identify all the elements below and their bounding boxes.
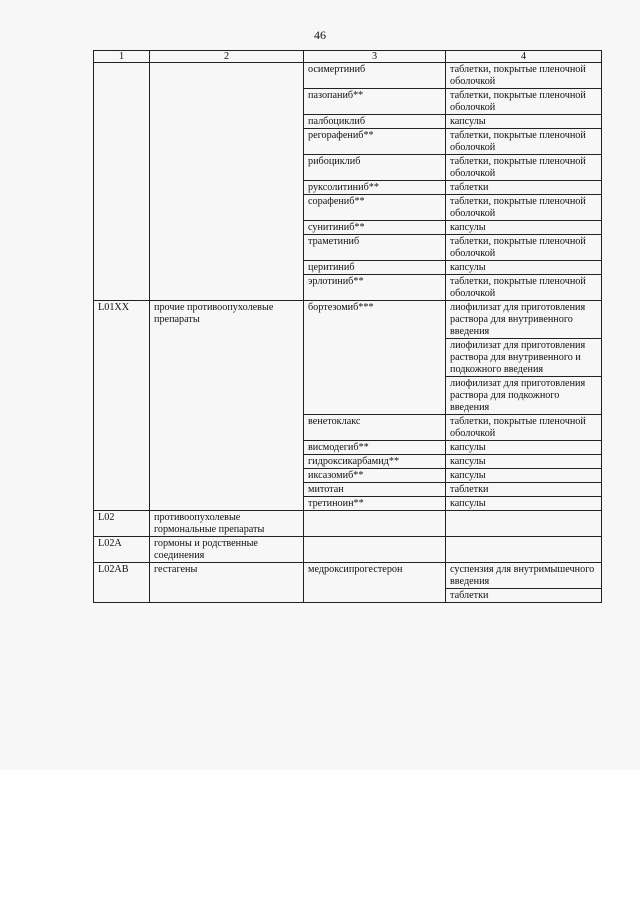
dosage-form: таблетки xyxy=(446,181,602,195)
drug-name xyxy=(304,537,446,563)
atc-code: L02AB xyxy=(94,563,150,603)
table-row xyxy=(94,301,602,339)
drug-name: палбоциклиб xyxy=(304,115,446,129)
dosage-form: таблетки, покрытые пленочной оболочкой xyxy=(446,415,602,441)
group-name: прочие противоопухолевые препараты xyxy=(150,301,304,511)
drug-name: эрлотиниб** xyxy=(304,275,446,301)
dosage-form: таблетки xyxy=(446,589,602,603)
drug-name: третиноин** xyxy=(304,497,446,511)
dosage-form: капсулы xyxy=(446,469,602,483)
drug-name: гидроксикарбамид** xyxy=(304,455,446,469)
drug-name: пазопаниб** xyxy=(304,89,446,115)
table-row xyxy=(94,511,602,537)
dosage-form: капсулы xyxy=(446,441,602,455)
drug-name: рибоциклиб xyxy=(304,155,446,181)
dosage-form: лиофилизат для приготовления раствора для внутривенного и подкожного введения xyxy=(446,339,602,377)
dosage-form: капсулы xyxy=(446,497,602,511)
dosage-form: таблетки, покрытые пленочной оболочкой xyxy=(446,195,602,221)
dosage-form: таблетки, покрытые пленочной оболочкой xyxy=(446,129,602,155)
table-row xyxy=(94,563,602,589)
drug-name: церитиниб xyxy=(304,261,446,275)
drug-table xyxy=(93,50,602,603)
group-name: гестагены xyxy=(150,563,304,603)
dosage-form: таблетки, покрытые пленочной оболочкой xyxy=(446,89,602,115)
page-number: 46 xyxy=(314,28,326,42)
dosage-form: таблетки xyxy=(446,483,602,497)
drug-name: траметиниб xyxy=(304,235,446,261)
dosage-form xyxy=(446,511,602,537)
dosage-form: таблетки, покрытые пленочной оболочкой xyxy=(446,235,602,261)
dosage-form: капсулы xyxy=(446,221,602,235)
dosage-form: капсулы xyxy=(446,455,602,469)
dosage-form: лиофилизат для приготовления раствора для внутривенного введения xyxy=(446,301,602,339)
group-name: гормоны и родственные соединения xyxy=(150,537,304,563)
code-cell xyxy=(94,63,150,301)
column-header-1: 1 xyxy=(94,51,150,63)
column-header-4: 4 xyxy=(446,51,602,63)
table-header-row xyxy=(94,51,602,63)
column-header-3: 3 xyxy=(304,51,446,63)
dosage-form xyxy=(446,537,602,563)
drug-name: регорафениб** xyxy=(304,129,446,155)
dosage-form: суспензия для внутримышечного введения xyxy=(446,563,602,589)
table-row xyxy=(94,63,602,89)
drug-name: медроксипрогестерон xyxy=(304,563,446,603)
drug-name: венетоклакс xyxy=(304,415,446,441)
drug-name: митотан xyxy=(304,483,446,497)
drug-name: сунитиниб** xyxy=(304,221,446,235)
drug-name: сорафениб** xyxy=(304,195,446,221)
drug-name xyxy=(304,511,446,537)
group-cell xyxy=(150,63,304,301)
drug-name: бортезомиб*** xyxy=(304,301,446,415)
drug-name: осимертиниб xyxy=(304,63,446,89)
dosage-form: таблетки, покрытые пленочной оболочкой xyxy=(446,155,602,181)
dosage-form: капсулы xyxy=(446,115,602,129)
drug-name: иксазомиб** xyxy=(304,469,446,483)
atc-code: L01XX xyxy=(94,301,150,511)
dosage-form: капсулы xyxy=(446,261,602,275)
column-header-2: 2 xyxy=(150,51,304,63)
dosage-form: таблетки, покрытые пленочной оболочкой xyxy=(446,63,602,89)
drug-name: висмодегиб** xyxy=(304,441,446,455)
drug-name: руксолитиниб** xyxy=(304,181,446,195)
group-name: противоопухолевые гормональные препараты xyxy=(150,511,304,537)
table-row xyxy=(94,537,602,563)
dosage-form: лиофилизат для приготовления раствора для подкожного введения xyxy=(446,377,602,415)
dosage-form: таблетки, покрытые пленочной оболочкой xyxy=(446,275,602,301)
atc-code: L02A xyxy=(94,537,150,563)
atc-code: L02 xyxy=(94,511,150,537)
